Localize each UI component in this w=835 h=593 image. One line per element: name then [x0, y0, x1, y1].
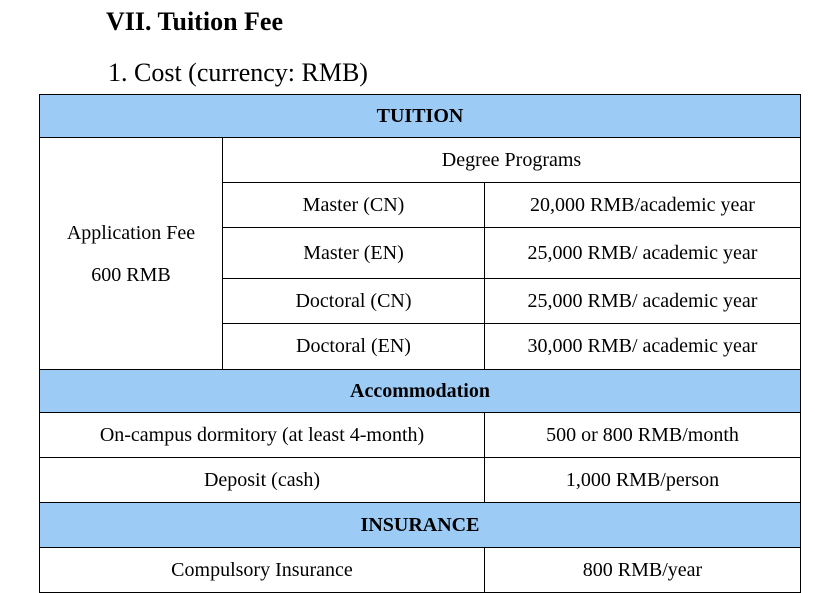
tuition-band-row	[40, 95, 801, 138]
table-row	[40, 413, 801, 458]
accommodation-item: On-campus dormitory (at least 4-month)	[40, 413, 485, 458]
program-name: Master (CN)	[223, 183, 485, 228]
accommodation-band-row	[40, 370, 801, 413]
program-name: Doctoral (EN)	[223, 324, 485, 370]
application-fee-label: Application Fee	[66, 221, 196, 244]
insurance-item: Compulsory Insurance	[40, 548, 485, 593]
application-fee-cell	[40, 138, 223, 370]
program-fee: 30,000 RMB/ academic year	[485, 324, 801, 370]
tuition-title: TUITION	[40, 95, 801, 138]
accommodation-item: Deposit (cash)	[40, 458, 485, 503]
table-row	[40, 138, 801, 183]
program-fee: 20,000 RMB/academic year	[485, 183, 801, 228]
application-fee-value: 600 RMB	[91, 263, 171, 286]
insurance-band-row	[40, 503, 801, 548]
degree-programs-label: Degree Programs	[223, 138, 801, 183]
accommodation-fee: 1,000 RMB/person	[485, 458, 801, 503]
table-row	[40, 548, 801, 593]
program-name: Master (EN)	[223, 228, 485, 279]
accommodation-title: Accommodation	[40, 370, 801, 413]
cost-subheading: 1. Cost (currency: RMB)	[108, 58, 368, 87]
insurance-fee: 800 RMB/year	[485, 548, 801, 593]
program-fee: 25,000 RMB/ academic year	[485, 228, 801, 279]
section-heading: VII. Tuition Fee	[106, 7, 283, 36]
accommodation-fee: 500 or 800 RMB/month	[485, 413, 801, 458]
program-name: Doctoral (CN)	[223, 279, 485, 324]
program-fee: 25,000 RMB/ academic year	[485, 279, 801, 324]
fee-table	[39, 94, 801, 593]
insurance-title: INSURANCE	[40, 503, 801, 548]
table-row	[40, 458, 801, 503]
